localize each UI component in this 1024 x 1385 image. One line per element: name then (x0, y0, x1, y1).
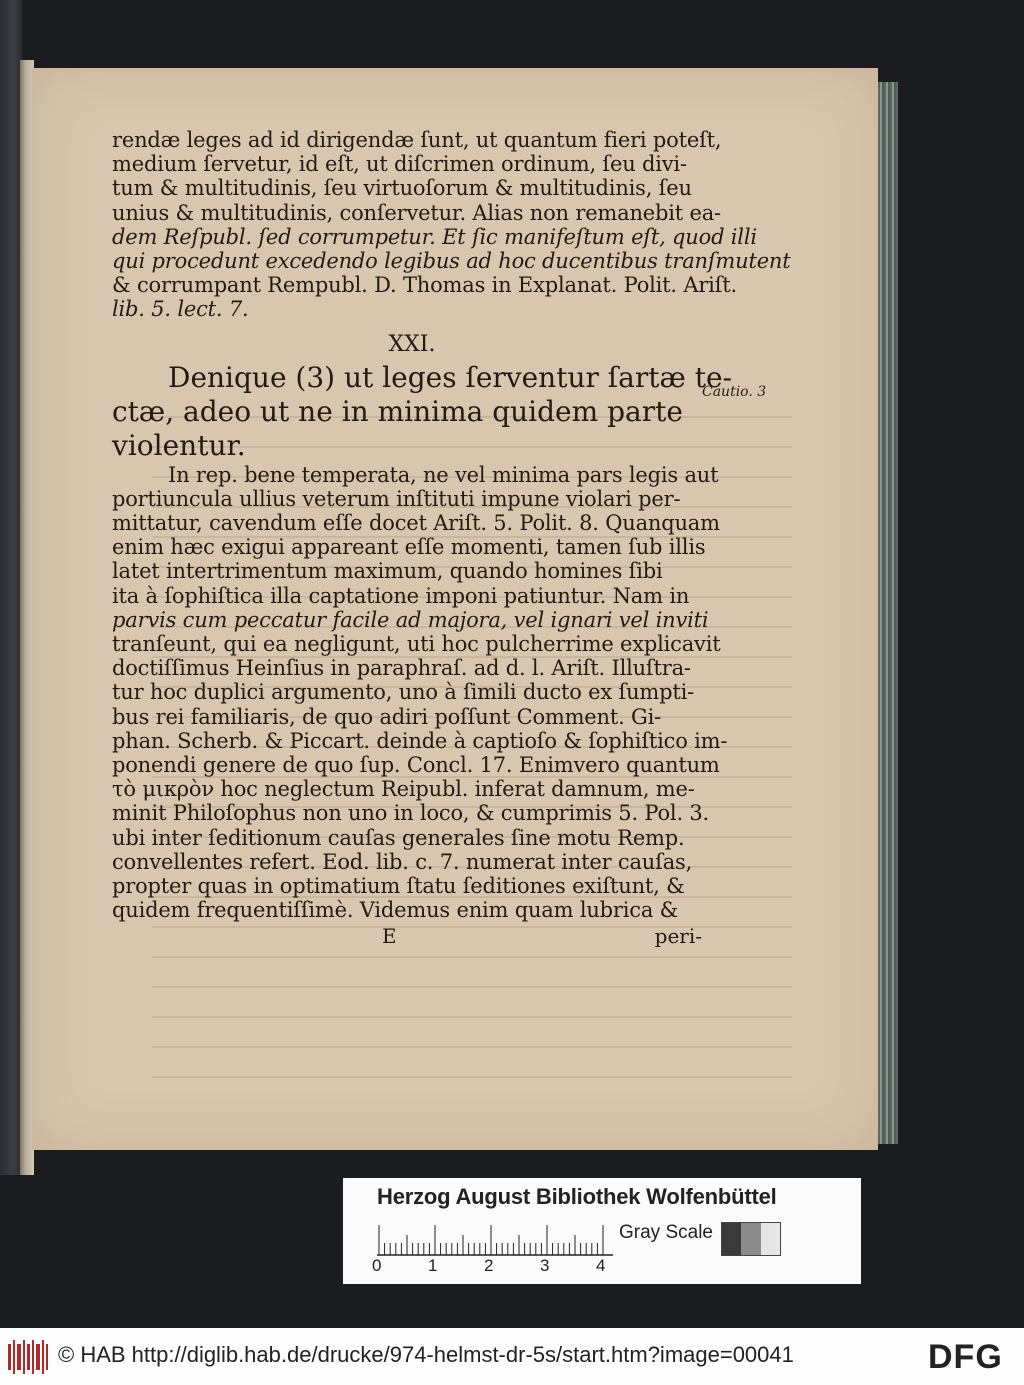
text-line: quidem frequentiſſimè. Videmus enim quam lubrica & (112, 898, 679, 923)
text-line: In rep. bene temperata, ne vel minima pars legis aut (168, 462, 719, 487)
rule-line: ctæ, adeo ut ne in minima quidem parte (112, 394, 683, 428)
paragraph-top (112, 128, 791, 322)
barcode-icon (8, 1340, 48, 1374)
text-line: ita à ſophiſtica illa captatione imponi patiuntur. Nam in (112, 583, 690, 608)
text-line: lib. 5. lect. 7. (112, 297, 249, 322)
text-line: propter quas in optimatium ſtatu ſeditiones exiſtunt, & (112, 874, 685, 899)
ruler-number-2: 2 (484, 1256, 494, 1275)
text-line: tum & multitudinis, ſeu virtuoſorum & multitudinis, ſeu (112, 176, 692, 201)
text-line: portiuncula ullius veterum inſtituti impune violari per- (112, 486, 681, 511)
text-line: medium ſervetur, id eſt, ut diſcrimen ordinum, ſeu divi- (112, 152, 687, 177)
margin-note: Cautio. 3 (702, 384, 767, 400)
library-name: Herzog August Bibliothek Wolfenbüttel (377, 1184, 777, 1209)
viewer-footer (0, 1328, 1024, 1385)
text-line: minit Philoſophus non uno in loco, & cumprimis 5. Pol. 3. (112, 801, 710, 826)
swatch-light (761, 1223, 780, 1255)
ruler-scale (377, 1220, 613, 1256)
text-line: ponendi genere de quo ſup. Concl. 17. Enimvero quantum (112, 753, 720, 778)
text-line: tranſeunt, qui ea negligunt, uti hoc pulcherrime explicavit (112, 632, 721, 657)
text-line: qui procedunt excedendo legibus ad hoc ducentibus tranſmutent (112, 249, 791, 274)
book-spine-left (0, 0, 22, 1175)
paragraph-rule (112, 360, 732, 463)
swatch-mid (741, 1223, 760, 1255)
text-line: dem Reſpubl. ſed corrumpetur. Et ſic manifeſtum eſt, quod illi (112, 224, 757, 249)
ruler-number-1: 1 (428, 1256, 438, 1275)
page-footer-line (112, 924, 702, 948)
swatch-dark (722, 1223, 741, 1255)
text-line: doctiſſimus Heinſius in paraphraſ. ad d. l. Ariſt. Illuſtra- (112, 656, 691, 681)
text-line: & corrumpant Rempubl. D. Thomas in Explanat. Polit. Ariſt. (112, 273, 737, 298)
text-line: unius & multitudinis, conſervetur. Alias non remanebit ea- (112, 200, 721, 225)
ruler-number-3: 3 (540, 1256, 550, 1275)
source-url[interactable]: © HAB http://diglib.hab.de/drucke/974-helmst-dr-5s/start.htm?image=00041 (58, 1342, 794, 1367)
dfg-logo: DFG (928, 1338, 1003, 1376)
text-line: convellentes refert. Eod. lib. c. 7. numerat inter cauſas, (112, 849, 693, 874)
rule-line: Denique (3) ut leges ſerventur ſartæ te- (168, 360, 732, 394)
signature-mark: E (382, 924, 397, 949)
text-line: τὸ μικρὸν hoc neglectum Reipubl. inferat damnum, me- (112, 777, 695, 802)
text-line: enim hæc exigui appareant eſſe momenti, tamen ſub illis (112, 535, 706, 560)
text-line: mittatur, cavendum eſſe docet Ariſt. 5. Polit. 8. Quanquam (112, 511, 720, 536)
paragraph-body (112, 462, 728, 923)
text-line: ubi inter ſeditionum cauſas generales ſine motu Remp. (112, 825, 685, 850)
text-line: tur hoc duplici argumento, uno à ſimili ducto ex ſumpti- (112, 680, 695, 705)
rule-line: violentur. (112, 428, 246, 462)
section-heading: XXI. (388, 331, 436, 357)
ruler-number-0: 0 (372, 1256, 382, 1275)
gray-scale-label: Gray Scale (619, 1222, 713, 1243)
text-line: rendæ leges ad id dirigendæ ſunt, ut quantum fieri poteſt, (112, 128, 722, 152)
library-color-card (343, 1178, 861, 1284)
gray-scale-swatches (721, 1222, 781, 1256)
text-line: parvis cum peccatur facile ad majora, vel ignari vel inviti (112, 607, 709, 632)
text-line: phan. Scherb. & Piccart. deinde à captioſo & ſophiſtico im- (112, 728, 728, 753)
catchword: peri- (654, 924, 702, 949)
text-line: bus rei familiaris, de quo adiri poſſunt Comment. Gi- (112, 704, 662, 729)
text-line: latet intertrimentum maximum, quando homines ſibi (112, 559, 663, 584)
ruler-number-4: 4 (596, 1256, 606, 1275)
